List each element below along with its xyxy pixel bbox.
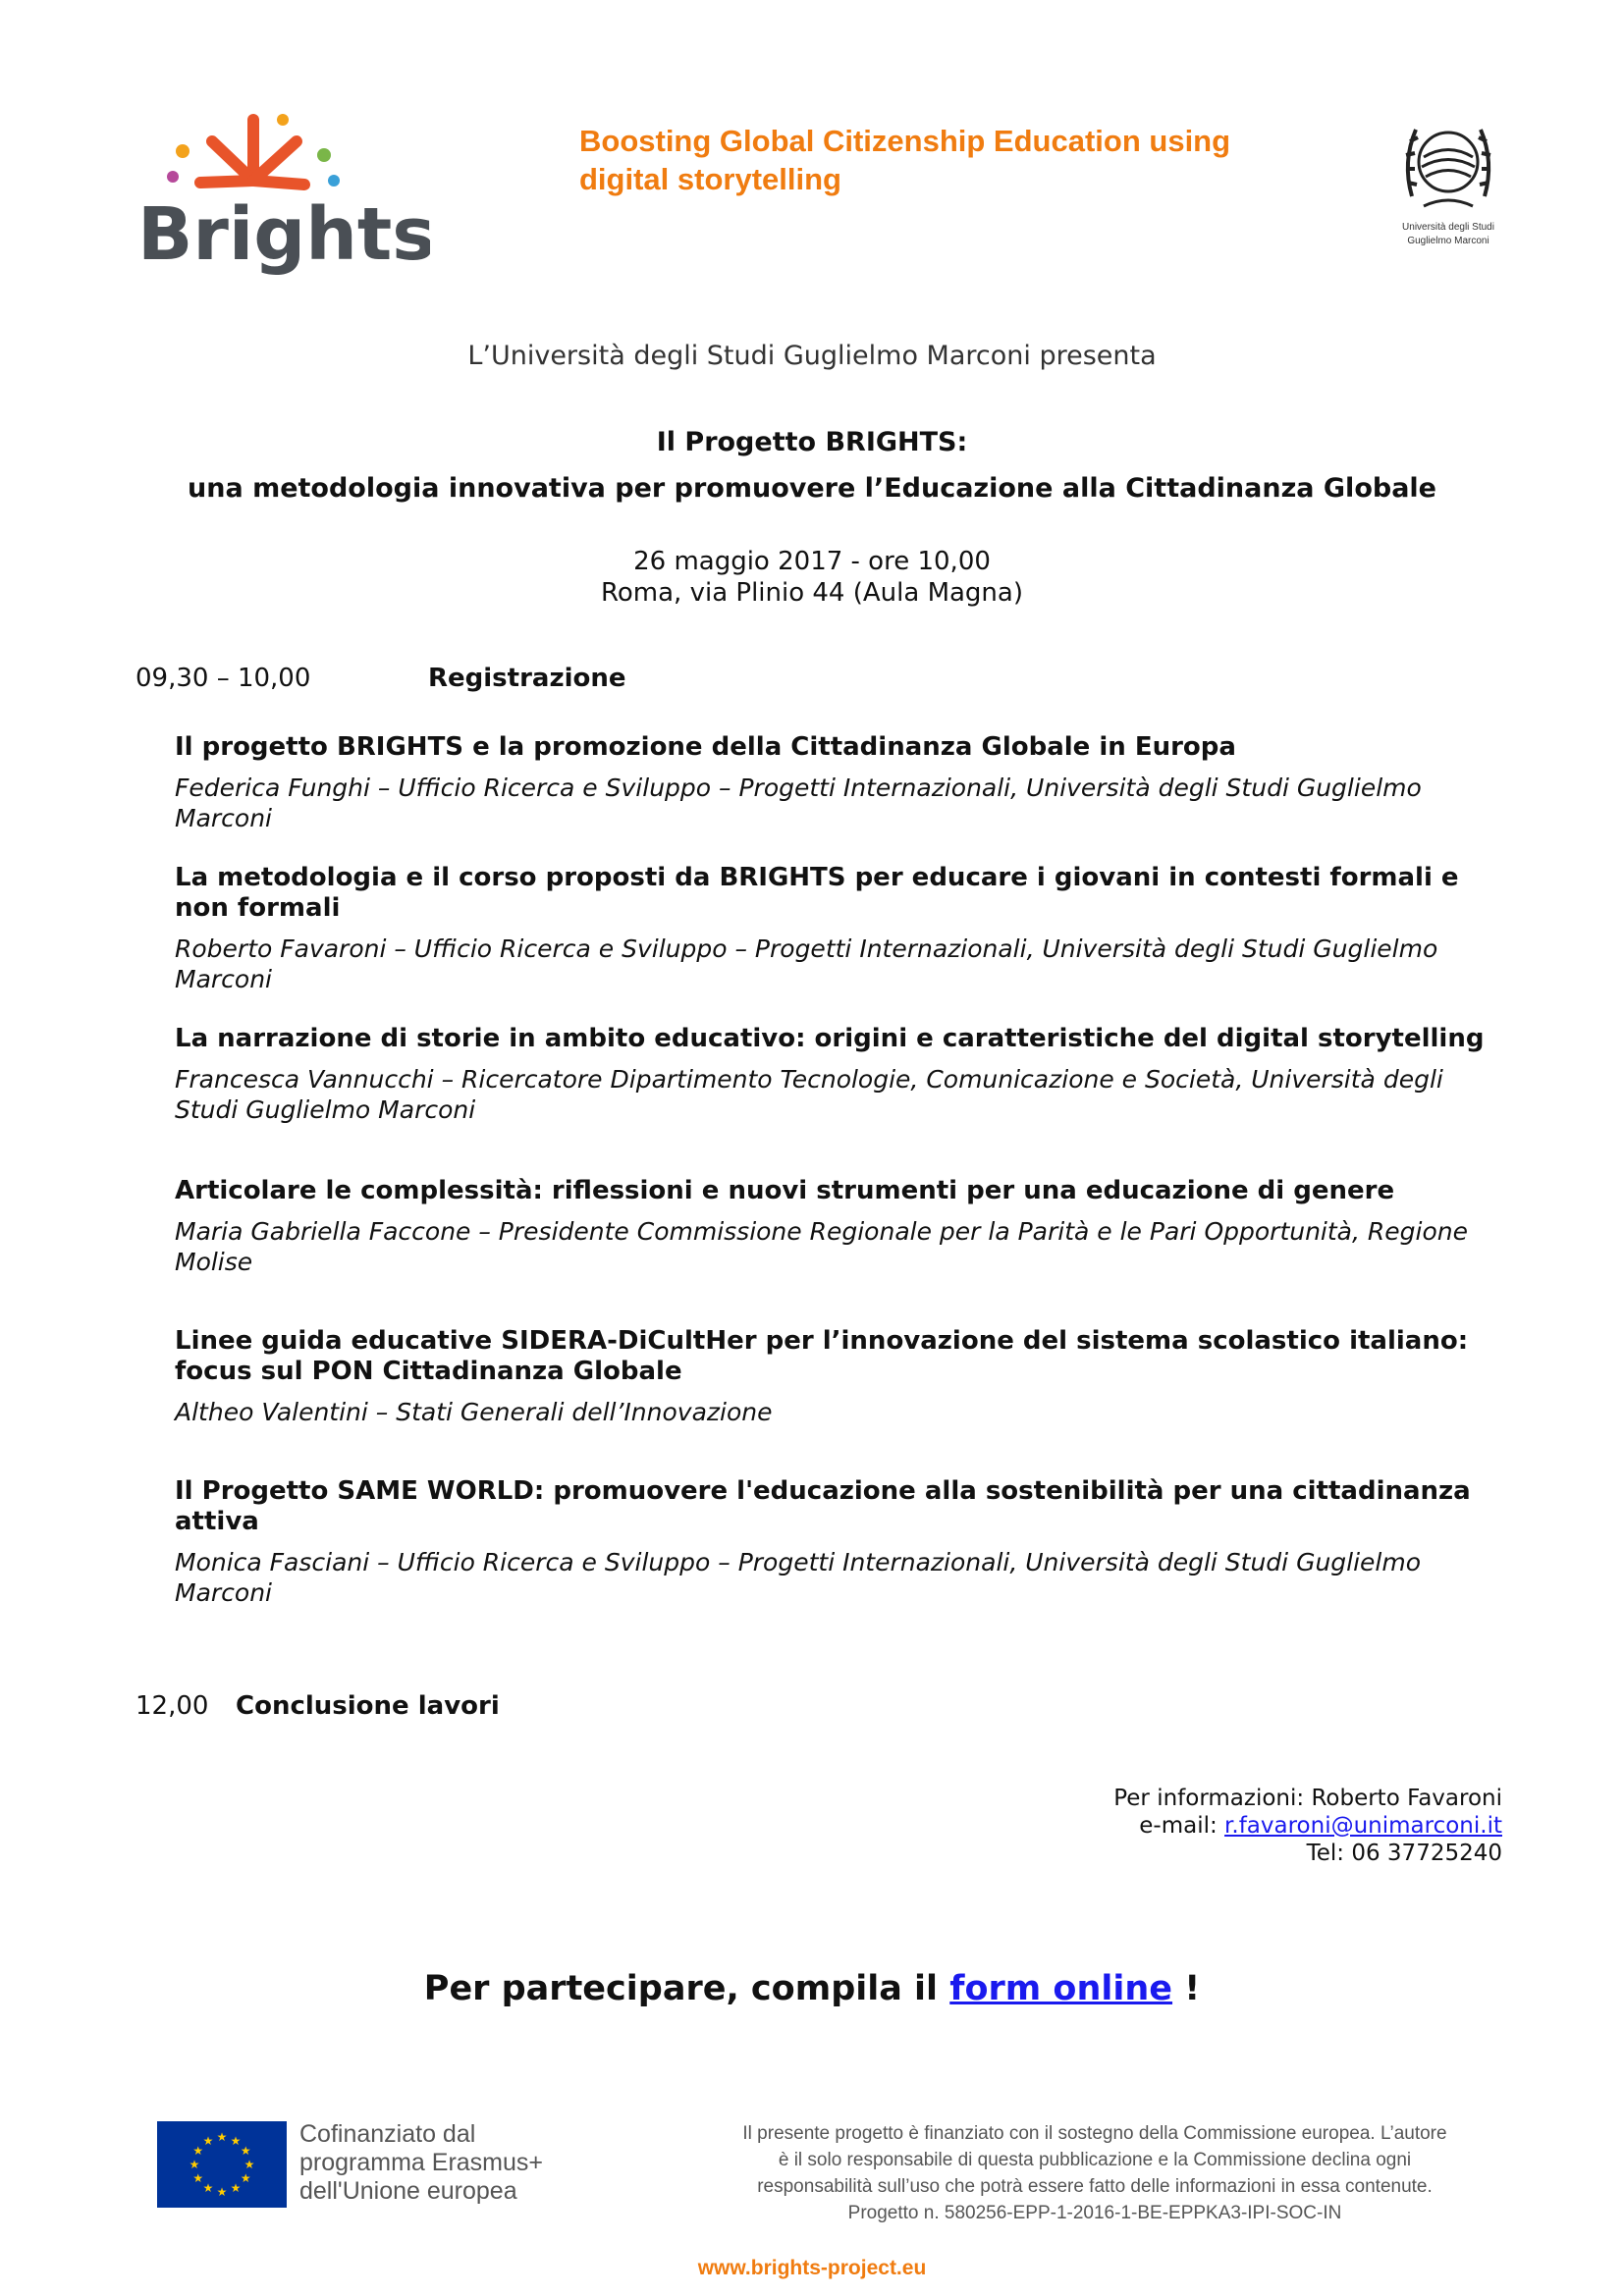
talk-item: [175, 1476, 1510, 1608]
disclaimer: [687, 2120, 1502, 2226]
talk-speaker: Francesca Vannucchi – Ricercatore Dipartimento Tecnologie, Comunicazione e Società, Università degli Studi Guglielmo Marconi: [175, 1065, 1443, 1124]
talk-item: [175, 1176, 1510, 1277]
event-place: Roma, via Plinio 44 (Aula Magna): [600, 578, 1023, 608]
eu-text-line-3: dell'Unione europea: [299, 2177, 517, 2205]
registration-label: Registrazione: [428, 664, 626, 693]
eu-star-icon: ★: [240, 2144, 251, 2158]
talk-title: Articolare le complessità: riflessioni e nuovi strumenti per una educazione di genere: [175, 1176, 1395, 1205]
eu-text-line-1: Cofinanziato dal: [299, 2120, 476, 2148]
eu-flag-icon: [157, 2121, 287, 2208]
eu-text-line-2: programma Erasmus+: [299, 2149, 543, 2176]
university-logo: [1386, 108, 1510, 255]
brights-logo: [135, 112, 430, 277]
form-online-link[interactable]: form online: [949, 1969, 1173, 2008]
disclaimer-line-2: è il solo responsabile di questa pubblicazione e la Commissione declina ogni: [778, 2150, 1412, 2170]
talk-title: Linee guida educative SIDERA-DiCultHer per l’innovazione del sistema scolastico italiano: focus sul PON Cittadinanza Globale: [175, 1326, 1469, 1386]
cta-prefix: Per partecipare, compila il: [423, 1969, 939, 2008]
cta-suffix: !: [1184, 1969, 1201, 2008]
talk-item: [175, 863, 1510, 994]
eu-star-icon: ★: [216, 2185, 228, 2199]
email-link[interactable]: r.favaroni@unimarconi.it: [1224, 1813, 1502, 1839]
eu-star-icon: ★: [189, 2158, 200, 2171]
talk-speaker: Monica Fasciani – Ufficio Ricerca e Sviluppo – Progetti Internazionali, Università degli Studi Guglielmo Marconi: [175, 1548, 1422, 1607]
talk-speaker: Federica Funghi – Ufficio Ricerca e Sviluppo – Progetti Internazionali, Università degli Studi Guglielmo Marconi: [175, 774, 1422, 832]
university-logo-line-2: Guglielmo Marconi: [1407, 236, 1489, 246]
disclaimer-line-4: Progetto n. 580256-EPP-1-2016-1-BE-EPPKA3-IPI-SOC-IN: [847, 2203, 1342, 2223]
talk-title: La narrazione di storie in ambito educativo: origini e caratteristiche del digital storytelling: [175, 1024, 1485, 1053]
talk-title: Il Progetto SAME WORLD: promuovere l'educazione alla sostenibilità per una cittadinanza attiva: [175, 1476, 1471, 1536]
eu-star-icon: ★: [244, 2158, 255, 2171]
talk-item: [175, 1326, 1510, 1427]
brights-logo-text: Brights: [137, 192, 430, 277]
eu-star-icon: ★: [230, 2181, 242, 2196]
talk-item: [175, 1024, 1510, 1125]
registration-time: 09,30 – 10,00: [135, 664, 311, 693]
university-logo-line-1: Università degli Studi: [1402, 222, 1494, 233]
talk-title: Il progetto BRIGHTS e la promozione della Cittadinanza Globale in Europa: [175, 732, 1236, 762]
conclusion-label: Conclusione lavori: [236, 1691, 500, 1721]
website-link[interactable]: www.brights-project.eu: [697, 2257, 927, 2279]
eu-cofunding-text: [299, 2120, 543, 2206]
talk-speaker: Roberto Favaroni – Ufficio Ricerca e Sviluppo – Progetti Internazionali, Università degli Studi Guglielmo Marconi: [175, 934, 1438, 993]
disclaimer-line-1: Il presente progetto è finanziato con il sostegno della Commissione europea. L’autore: [742, 2123, 1447, 2144]
contact-info: [1113, 1785, 1502, 1867]
eu-star-icon: ★: [202, 2181, 214, 2196]
event-title-line-1: Il Progetto BRIGHTS:: [656, 427, 968, 457]
event-date: 26 maggio 2017 - ore 10,00: [633, 547, 991, 576]
tagline-line-1: Boosting Global Citizenship Education using: [579, 124, 1231, 158]
email-label: e-mail:: [1139, 1813, 1218, 1839]
talk-speaker: Altheo Valentini – Stati Generali dell’Innovazione: [175, 1398, 773, 1426]
tagline: [579, 122, 1230, 198]
eu-star-icon: ★: [216, 2130, 228, 2144]
talk-title: La metodologia e il corso proposti da BRIGHTS per educare i giovani in contesti formali e non formali: [175, 863, 1459, 923]
talk-speaker: Maria Gabriella Faccone – Presidente Commissione Regionale per la Parità e le Pari Opportunità, Regione Molise: [175, 1217, 1468, 1276]
event-title-line-2: una metodologia innovativa per promuovere l’Educazione alla Cittadinanza Globale: [188, 473, 1436, 504]
talk-item: [175, 732, 1510, 833]
contact-person: Per informazioni: Roberto Favaroni: [1113, 1786, 1502, 1811]
disclaimer-line-3: responsabilità sull’uso che potrà essere fatto delle informazioni in essa contenute.: [757, 2176, 1433, 2197]
call-to-action: [0, 1969, 1624, 2008]
eu-star-icon: ★: [230, 2133, 242, 2148]
presenter-line: L’Università degli Studi Guglielmo Marconi presenta: [467, 341, 1157, 371]
eu-star-icon: ★: [240, 2171, 251, 2185]
tagline-line-2: digital storytelling: [579, 162, 841, 196]
eu-star-icon: ★: [202, 2133, 214, 2148]
contact-phone: Tel: 06 37725240: [1306, 1841, 1502, 1866]
university-seal-icon: [1394, 108, 1502, 216]
eu-star-icon: ★: [192, 2171, 204, 2185]
contact-email-row: [1113, 1812, 1502, 1840]
conclusion-time: 12,00: [135, 1691, 209, 1721]
talk-list: [175, 732, 1510, 1637]
eu-star-icon: ★: [192, 2144, 204, 2158]
